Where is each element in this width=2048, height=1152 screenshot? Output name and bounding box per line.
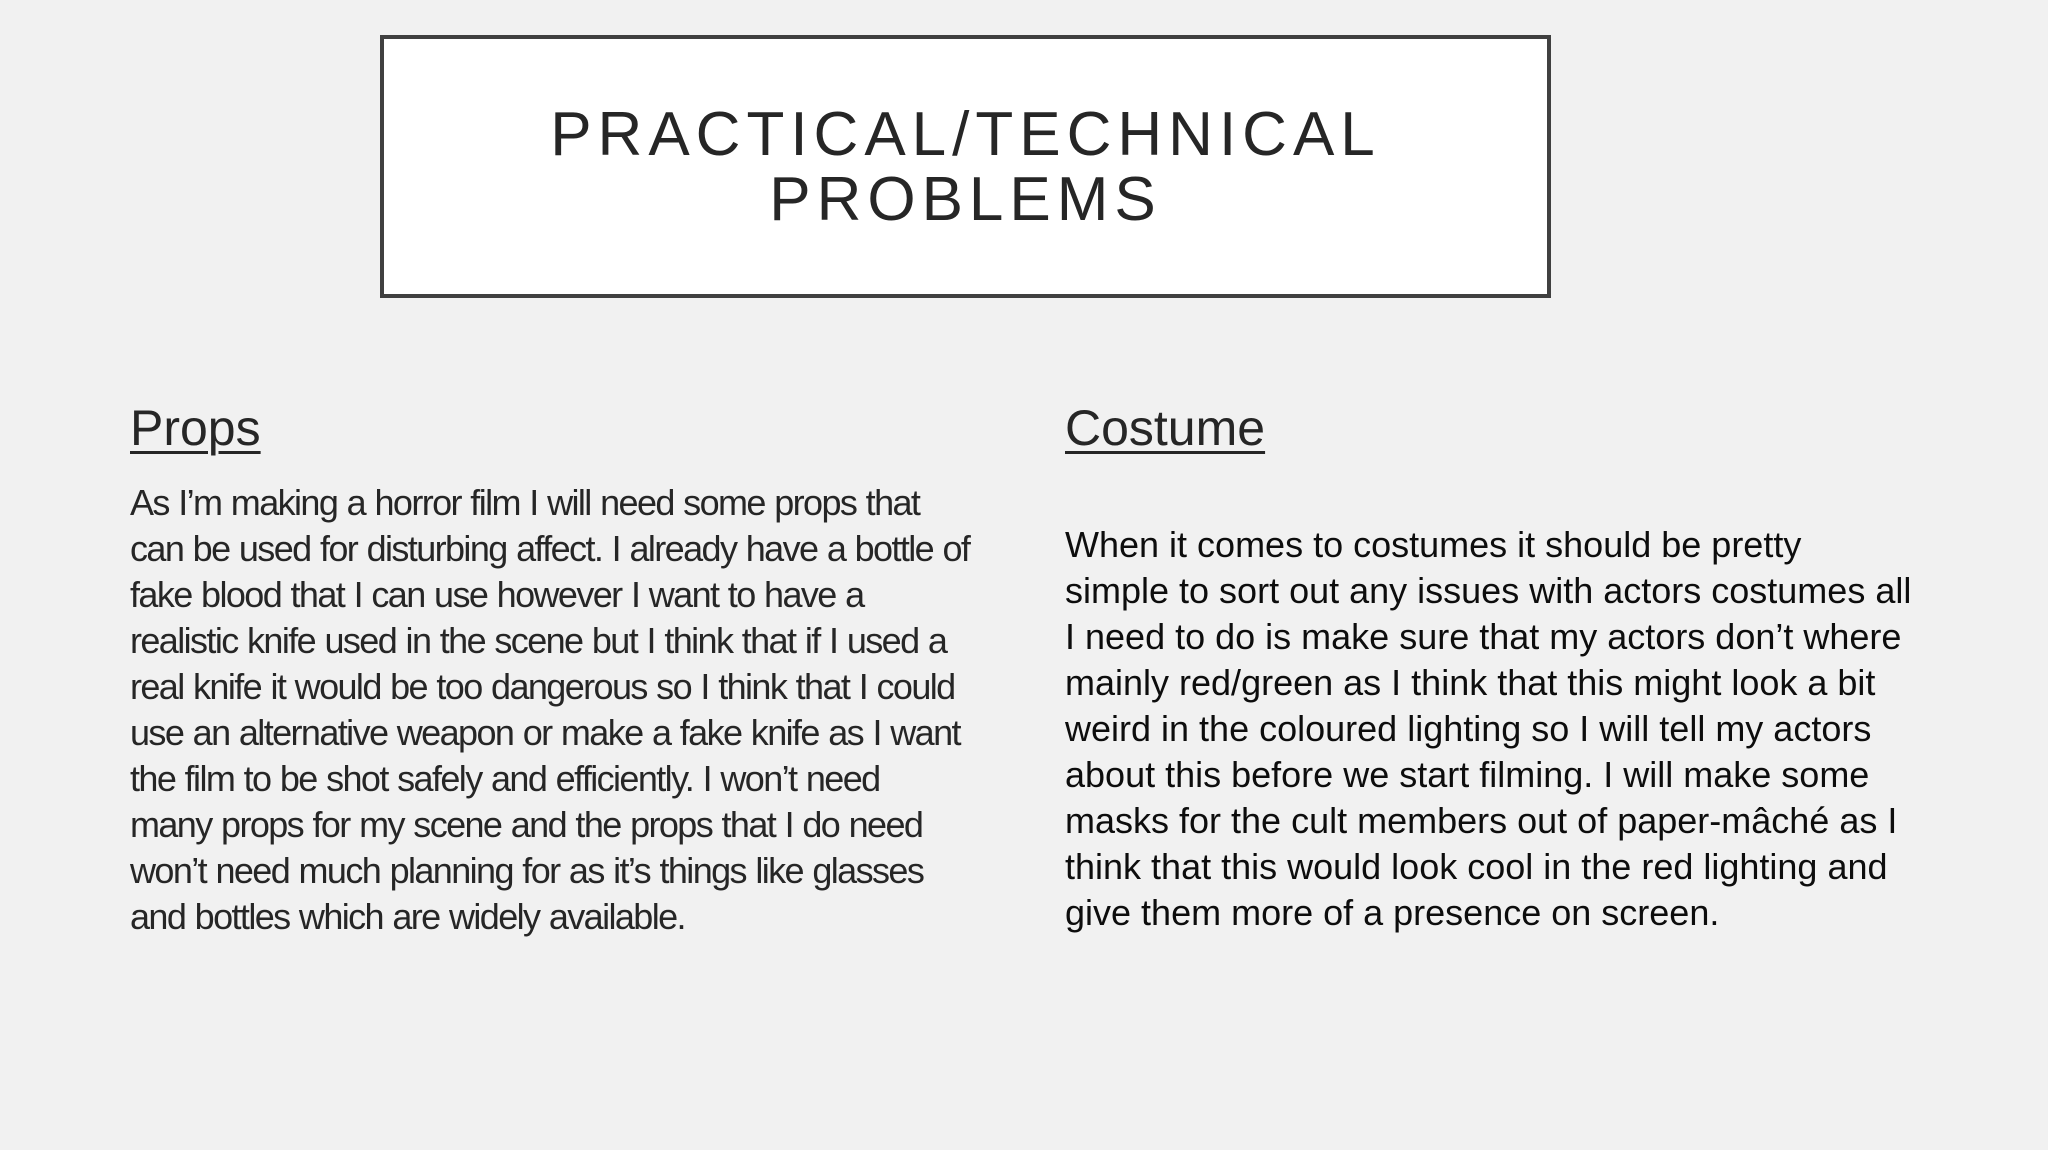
- costume-body: When it comes to costumes it should be pretty simple to sort out any issues with actors costumes all I need to do is make sure that my actors don’t where mainly red/green as I think that this might look a bit weird in the coloured lighting so I will tell my actors about this before we start filming. I will make some masks for the cult members out of paper-mâché as I think that this would look cool in the red lighting and give them more of a presence on screen.: [1065, 524, 1912, 933]
- props-section: [130, 398, 970, 940]
- props-heading: Props: [130, 400, 261, 456]
- costume-heading: Costume: [1065, 400, 1266, 456]
- costume-section: [1065, 398, 1915, 936]
- title-box: [380, 35, 1551, 298]
- props-body: As I’m making a horror film I will need some props that can be used for disturbing affect. I already have a bottle of fake blood that I can use however I want to have a realistic knife used in the scene but I think that if I used a real knife it would be too dangerous so I think that I could use an alternative weapon or make a fake knife as I want the film to be shot safely and efficiently. I won’t need many props for my scene and the props that I do need won’t need much planning for as it’s things like glasses and bottles which are widely available.: [130, 482, 970, 937]
- slide-title: PRACTICAL/TECHNICAL PROBLEMS: [550, 99, 1381, 234]
